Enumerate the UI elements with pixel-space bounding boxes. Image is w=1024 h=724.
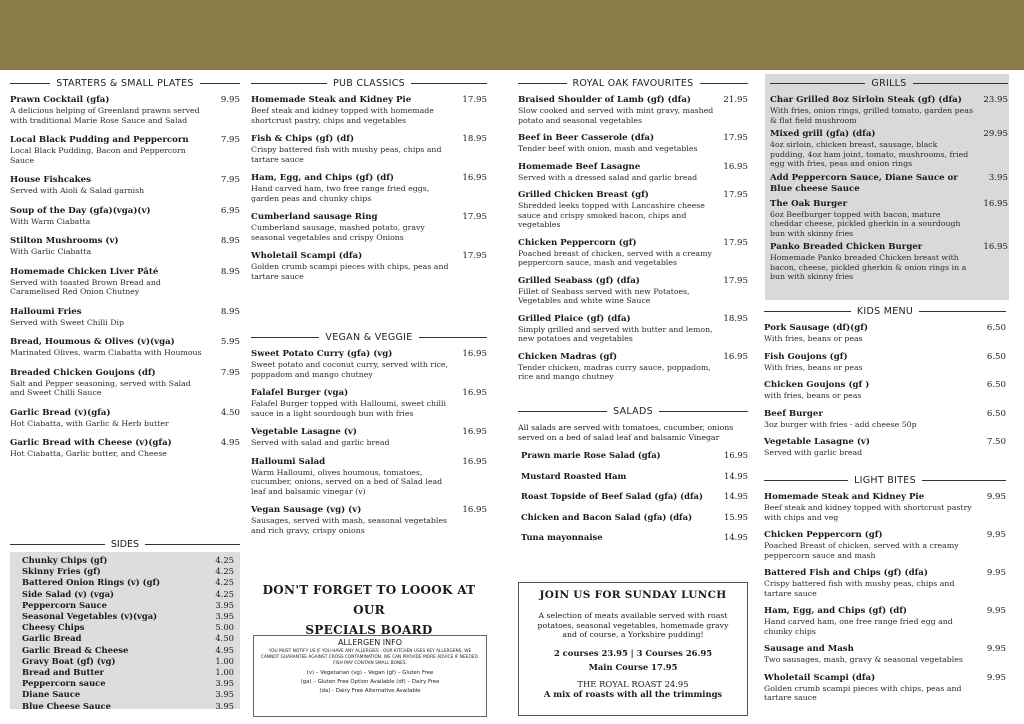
menu-item	[10, 368, 240, 398]
side-price: 4.25	[215, 588, 234, 599]
side-price: 5.00	[215, 622, 234, 633]
item-price: 9.95	[986, 568, 1006, 578]
item-description: With fries, beans or peas	[764, 334, 863, 343]
item-name: Battered Fish and Chips (gf) (dfa)	[764, 568, 928, 578]
menu-item	[764, 530, 1006, 560]
menu-item	[764, 606, 1006, 636]
item-description: With Warm Ciabatta	[10, 216, 91, 226]
item-description: 4oz sirloin, chicken breast, sausage, black pudding, 4oz ham joint, tomato, mushrooms, fried egg with fries, peas and onion rings	[770, 140, 969, 168]
menu-item	[10, 438, 240, 459]
item-description: Cumberland sausage, mashed potato, gravy seasonal vegetables and crispy Onions	[251, 223, 425, 242]
menu-item	[770, 199, 1008, 239]
item-price: 16.95	[983, 198, 1008, 209]
sides-list	[10, 552, 240, 712]
salad-price: 14.95	[724, 532, 748, 542]
grills-column	[770, 78, 1008, 286]
item-description: With fries, beans or peas	[764, 362, 863, 372]
item-price: 16.95	[462, 456, 487, 467]
item-name: Breaded Chicken Goujons (df)	[10, 367, 156, 378]
item-name: Vegetable Lasagne (v)	[251, 427, 357, 437]
item-description: Two sausages, mash, gravy & seasonal vegetables	[764, 655, 963, 664]
item-price: 16.95	[462, 505, 487, 515]
salad-name: Roast Topside of Beef Salad (gfa) (dfa)	[521, 491, 703, 501]
side-item	[10, 611, 240, 622]
item-price: 4.95	[220, 438, 240, 448]
item-name: Grilled Seabass (gf) (dfa)	[518, 275, 640, 286]
item-name: Bread, Houmous & Olives (v)(vga)	[10, 337, 175, 347]
item-description: Beef steak and kidney topped with homemade shortcrust pastry, chips and vegetables	[251, 106, 434, 125]
side-price: 4.95	[215, 644, 234, 655]
item-name: The Oak Burger	[770, 198, 848, 209]
specials-promo	[251, 580, 487, 640]
item-name: Soup of the Day (gfa)(vga)(v)	[10, 205, 151, 216]
menu-item	[251, 134, 487, 164]
section-title: SALADS	[518, 406, 748, 417]
item-price: 16.95	[983, 242, 1008, 252]
side-item	[10, 656, 240, 667]
item-name: Panko Breaded Chicken Burger	[770, 242, 923, 252]
sides-box	[10, 537, 240, 709]
side-item	[10, 701, 240, 712]
royal-oak-column	[518, 78, 748, 390]
side-price: 3.95	[215, 700, 234, 711]
menu-item	[770, 173, 1008, 195]
menu-item	[764, 437, 1006, 458]
grills-list	[770, 95, 1008, 282]
item-description: Hand carved ham, one free range fried egg and chunky chips	[764, 617, 953, 636]
item-price: 6.50	[986, 380, 1006, 390]
item-name: Chicken Goujons (gf )	[764, 380, 870, 390]
sunday-lunch-box	[518, 582, 748, 716]
item-name: Fish Goujons (gf)	[764, 351, 848, 362]
royal-oak-list	[518, 95, 748, 382]
item-name: Braised Shoulder of Lamb (gf) (dfa)	[518, 95, 691, 105]
menu-item	[251, 457, 487, 497]
item-name: Mixed grill (gfa) (dfa)	[770, 129, 876, 139]
item-description: With Garlic Ciabatta	[10, 247, 92, 256]
item-name: Sweet Potato Curry (gfa) (vg)	[251, 349, 393, 359]
item-description: Marinated Olives, warm Ciabatta with Houmous	[10, 348, 202, 357]
item-price: 6.50	[986, 408, 1006, 419]
item-price: 8.95	[220, 306, 240, 317]
menu-item	[251, 388, 487, 418]
item-price: 17.95	[462, 212, 487, 222]
item-price: 8.95	[220, 236, 240, 246]
item-name: Garlic Bread with Cheese (v)(gfa)	[10, 438, 172, 448]
item-description: Falafel Burger topped with Halloumi, sweet chilli sauce in a light sourdough bun with fries	[251, 399, 446, 418]
item-price: 6.50	[986, 351, 1006, 362]
menu-item	[518, 238, 748, 268]
item-description: With fries, onion rings, grilled tomato, garden peas & flat field mushroom	[770, 106, 973, 125]
menu-item	[251, 349, 487, 379]
item-name: Falafel Burger (vga)	[251, 388, 349, 398]
allergen-key-3: (da) - Dairy Free Alternative Available	[319, 688, 421, 694]
side-item	[10, 622, 240, 633]
item-description: Simply grilled and served with butter and lemon, new potatoes and vegetables	[518, 324, 713, 343]
menu-item	[764, 568, 1006, 598]
item-name: Homemade Beef Lasagne	[518, 161, 641, 172]
menu-item	[764, 352, 1006, 373]
item-name: Sausage and Mash	[764, 644, 854, 654]
menu-item	[10, 175, 240, 196]
item-name: Wholetail Scampi (dfa)	[764, 672, 876, 683]
menu-item	[10, 206, 240, 227]
menu-item	[764, 492, 1006, 522]
salad-price: 16.95	[724, 450, 748, 460]
item-description: Hot Ciabatta, with Garlic & Herb butter	[10, 418, 169, 428]
menu-item	[770, 95, 1008, 125]
section-title: KIDS MENU	[764, 306, 1006, 317]
item-name: Local Black Pudding and Peppercorn	[10, 135, 189, 145]
item-name: Garlic Bread (v)(gfa)	[10, 407, 111, 418]
item-price: 16.95	[723, 351, 748, 362]
item-price: 16.95	[723, 161, 748, 172]
item-name: Grilled Plaice (gf) (dfa)	[518, 313, 631, 324]
item-name: Chicken Peppercorn (gf)	[518, 237, 637, 248]
menu-item	[764, 409, 1006, 430]
item-name: Chicken Peppercorn (gf)	[764, 530, 883, 540]
item-description: 6oz Beefburger topped with bacon, mature cheddar cheese, pickled gherkin in a sourdough bun with skinny fries	[770, 209, 961, 238]
side-item	[10, 645, 240, 656]
side-price: 1.00	[215, 655, 234, 666]
specials-line-2: SPECIALS BOARD	[305, 623, 433, 637]
item-description: Tender chicken, madras curry sauce, poppadom, rice and mango chutney	[518, 362, 711, 381]
item-price: 9.95	[986, 492, 1006, 502]
menu-item	[251, 173, 487, 203]
side-price: 4.25	[215, 555, 234, 565]
item-name: Ham, Egg, and Chips (gf) (df)	[764, 606, 907, 616]
item-price: 7.95	[220, 367, 240, 378]
side-item	[10, 600, 240, 611]
item-description: Golden crumb scampi pieces with chips, peas and tartare sauce	[764, 683, 962, 702]
item-description: Warm Halloumi, olives houmous, tomatoes, cucumber, onions, served on a bed of Salad lead leaf and balsamic vinegar (v)	[251, 467, 443, 496]
section-title: SIDES	[10, 537, 240, 552]
salad-name: Mustard Roasted Ham	[521, 470, 627, 481]
item-name: Vegetable Lasagne (v)	[764, 437, 870, 447]
allergen-key-2: (ga) – Gluten Free Option Available (df) – Dairy Free	[300, 679, 440, 685]
light-bites-list	[764, 492, 1006, 703]
item-name: Cumberland sausage Ring	[251, 212, 378, 222]
side-name: Blue Cheese Sauce	[22, 700, 111, 711]
menu-item	[764, 380, 1006, 401]
section-title: ROYAL OAK FAVOURITES	[518, 78, 748, 89]
sunday-desc: A selection of meats available served with roast potatoes, seasonal vegetables, homemade gravy and of course, a Yorkshire pudding!	[537, 611, 729, 639]
salad-name: Prawn marie Rose Salad (gfa)	[521, 450, 661, 460]
item-price: 16.95	[462, 349, 487, 359]
item-name: Add Peppercorn Sauce, Diane Sauce or Blue cheese Sauce	[770, 172, 958, 194]
section-title: GRILLS	[770, 78, 1008, 89]
menu-item	[518, 352, 748, 382]
salad-price: 15.95	[724, 511, 748, 522]
item-name: Prawn Cocktail (gfa)	[10, 95, 110, 105]
item-price: 17.95	[723, 275, 748, 286]
item-description: Sausages, served with mash, seasonal vegetables and rich gravy, crispy onions	[251, 516, 447, 535]
side-item	[10, 589, 240, 600]
salad-item	[521, 471, 748, 482]
item-name: Stilton Mushrooms (v)	[10, 236, 119, 246]
item-name: Vegan Sausage (vg) (v)	[251, 505, 362, 515]
salad-name: Chicken and Bacon Salad (gfa) (dfa)	[521, 511, 693, 522]
side-name: Bread and Butter	[22, 667, 104, 678]
side-item	[10, 577, 240, 588]
item-price: 17.95	[723, 133, 748, 143]
allergen-body: YOU MUST NOTIFY US IF YOU HAVE ANY ALLERGIES - OUR KITCHEN USES KEY ALLERGENS, WE CANNOT GUARANTEE AGAINST CROSS CONTAMINATION. WE CAN PROVIDE MORE ADVICE IF NEEDED. FISH MAY CONTAIN SMALL BONES.	[260, 649, 480, 666]
side-name: Skinny Fries (gf)	[22, 566, 101, 577]
menu-item	[764, 323, 1006, 344]
item-description: Served with toasted Brown Bread and Caramelised Red Onion Chutney	[10, 277, 161, 296]
starters-list	[10, 95, 240, 459]
side-price: 3.95	[215, 611, 234, 622]
item-name: Homemade Steak and Kidney Pie	[764, 492, 925, 502]
item-price: 7.50	[986, 437, 1006, 447]
menu-item	[518, 276, 748, 306]
salad-price: 14.95	[724, 470, 748, 481]
salads-list	[518, 450, 748, 543]
item-description: Served with salad and garlic bread	[251, 438, 390, 447]
pub-classics-column	[251, 78, 487, 290]
menu-item	[518, 190, 748, 230]
side-name: Side Salad (v) (vga)	[22, 588, 114, 599]
item-price: 29.95	[983, 129, 1008, 139]
royal-roast-desc: A mix of roasts with all the trimmings	[543, 689, 723, 699]
salads-intro: All salads are served with tomatoes, cucumber, onions served on a bed of salad leaf and balsamic Vinegar	[518, 423, 734, 442]
menu-item	[10, 337, 240, 358]
section-title: LIGHT BITES	[764, 475, 1006, 486]
side-name: Cheesy Chips	[22, 622, 85, 633]
item-price: 5.95	[220, 337, 240, 347]
sunday-price-main: Main Course 17.95	[588, 662, 678, 672]
item-price: 23.95	[983, 95, 1008, 105]
item-name: Homemade Chicken Liver Pâté	[10, 266, 159, 277]
salad-item	[521, 491, 748, 502]
item-description: Golden crumb scampi pieces with chips, peas and tartare sauce	[251, 262, 449, 281]
item-price: 8.95	[220, 266, 240, 277]
item-price: 9.95	[220, 95, 240, 105]
item-name: Char Grilled 8oz Sirloin Steak (gf) (dfa)	[770, 95, 962, 105]
section-title: STARTERS & SMALL PLATES	[10, 78, 240, 89]
item-price: 7.95	[220, 135, 240, 145]
item-description: Slow cooked and served with mint gravy, mashed potato and seasonal vegetables	[518, 106, 714, 125]
sunday-title: JOIN US FOR SUNDAY LUNCH	[539, 589, 727, 601]
menu-item	[251, 212, 487, 242]
menu-item	[518, 162, 748, 183]
side-price: 4.25	[215, 577, 234, 588]
menu-item	[764, 644, 1006, 665]
menu-item	[10, 95, 240, 125]
item-price: 6.50	[986, 323, 1006, 333]
menu-item	[10, 408, 240, 429]
side-name: Garlic Bread & Cheese	[22, 644, 129, 655]
side-price: 3.95	[215, 689, 234, 700]
side-item	[10, 667, 240, 678]
menu-item	[10, 135, 240, 165]
item-price: 21.95	[723, 95, 748, 105]
item-description: Beef steak and kidney topped with shortcrust pastry with chips and veg	[764, 503, 972, 522]
item-description: with fries, beans or peas	[764, 391, 862, 400]
menu-item	[251, 251, 487, 281]
side-name: Garlic Bread	[22, 633, 82, 644]
vegan-column	[251, 332, 487, 544]
item-price: 3.95	[988, 172, 1008, 183]
item-price: 9.95	[986, 606, 1006, 616]
item-description: Hot Ciabatta, Garlic butter, and Cheese	[10, 449, 167, 458]
side-name: Seasonal Vegetables (v)(vga)	[22, 611, 158, 622]
item-description: 3oz burger with fries - add cheese 50p	[764, 419, 917, 429]
item-price: 16.95	[462, 427, 487, 437]
item-price: 9.95	[986, 644, 1006, 654]
kids-column	[764, 306, 1006, 466]
menu-item	[251, 427, 487, 448]
menu-item	[251, 95, 487, 125]
sunday-price-courses: 2 courses 23.95 | 3 Courses 26.95	[553, 647, 713, 658]
menu-item	[10, 267, 240, 297]
item-description: Served with Sweet Chilli Dip	[10, 317, 125, 327]
section-title: PUB CLASSICS	[251, 78, 487, 89]
salad-item	[521, 532, 748, 543]
item-name: Ham, Egg, and Chips (gf) (df)	[251, 173, 394, 183]
item-description: Poached breast of chicken, served with a creamy peppercorn sauce, mash and vegetables	[518, 248, 712, 267]
menu-item	[10, 307, 240, 328]
item-name: Fish & Chips (gf) (df)	[251, 134, 355, 144]
starters-column	[10, 78, 240, 469]
item-description: Served with garlic bread	[764, 448, 863, 457]
pub-classics-list	[251, 95, 487, 281]
side-price: 4.50	[215, 633, 234, 644]
item-price: 17.95	[462, 251, 487, 261]
item-description: Hand carved ham, two free range fried eggs, garden peas and chunky chips	[251, 184, 430, 203]
item-description: Crispy battered fish with mushy peas, chips and tartare sauce	[251, 145, 442, 164]
section-title: VEGAN & VEGGIE	[251, 332, 487, 343]
item-price: 18.95	[723, 313, 748, 324]
allergen-title: ALLERGEN INFO	[337, 638, 403, 647]
item-name: Halloumi Fries	[10, 306, 82, 317]
menu-item	[764, 673, 1006, 703]
item-name: Halloumi Salad	[251, 456, 326, 467]
salad-item	[521, 450, 748, 461]
side-price: 4.25	[215, 566, 234, 577]
item-price: 4.50	[220, 407, 240, 418]
kids-list	[764, 323, 1006, 458]
item-description: Served with a dressed salad and garlic bread	[518, 172, 698, 182]
item-price: 18.95	[462, 134, 487, 144]
side-item	[10, 678, 240, 689]
item-price: 17.95	[462, 95, 487, 105]
item-price: 16.95	[462, 388, 487, 398]
item-price: 16.95	[462, 173, 487, 183]
item-description: Poached Breast of chicken, served with a creamy peppercorn sauce and mash	[764, 541, 959, 560]
item-description: Homemade Panko breaded Chicken breast with bacon, cheese, pickled gherkin & onion rings in a bun with skinny fries	[770, 253, 967, 281]
salad-name: Tuna mayonnaise	[521, 532, 603, 542]
menu-item	[518, 95, 748, 125]
item-price: 7.95	[220, 175, 240, 185]
item-price: 17.95	[723, 237, 748, 248]
allergen-box	[253, 635, 487, 717]
menu-item	[518, 133, 748, 154]
menu-page	[0, 70, 1024, 724]
item-description: Shredded leeks topped with Lancashire cheese sauce and crispy smoked bacon, chips and vegetables	[518, 201, 705, 229]
menu-item	[10, 236, 240, 257]
item-name: Pork Sausage (df)(gf)	[764, 323, 869, 333]
side-name: Chunky Chips (gf)	[22, 555, 108, 565]
item-description: Fillet of Seabass served with new Potatoes, Vegetables and white wine Sauce	[518, 286, 690, 305]
light-bites-column	[764, 475, 1006, 711]
side-item	[10, 555, 240, 566]
item-name: Wholetail Scampi (dfa)	[251, 251, 363, 261]
side-price: 3.95	[215, 599, 234, 610]
item-price: 17.95	[723, 190, 748, 200]
side-name: Peppercorn Sauce	[22, 599, 107, 610]
item-description: Local Black Pudding, Bacon and Peppercorn Sauce	[10, 146, 186, 165]
side-name: Diane Sauce	[22, 689, 81, 700]
item-price: 9.95	[986, 672, 1006, 683]
salad-price: 14.95	[724, 491, 748, 501]
item-description: A delicious helping of Greenland prawns served with traditional Marie Rose Sauce and Salad	[10, 106, 200, 125]
side-name: Peppercorn sauce	[22, 678, 106, 689]
menu-item	[770, 129, 1008, 169]
allergen-key-1: (v) – Vegetarian (vg) – Vegan (gf) – Gluten Free	[306, 670, 434, 676]
item-name: Grilled Chicken Breast (gf)	[518, 190, 649, 200]
item-description: Crispy battered fish with mushy peas, chips and tartare sauce	[764, 579, 955, 598]
menu-item	[518, 314, 748, 344]
side-item	[10, 566, 240, 577]
item-description: Salt and Pepper seasoning, served with Salad and Sweet Chilli Sauce	[10, 378, 191, 397]
specials-line-1: DON'T FORGET TO LOOOK AT OUR	[262, 583, 476, 617]
side-item	[10, 633, 240, 644]
royal-roast-title: THE ROYAL ROAST 24.95	[577, 678, 689, 689]
vegan-list	[251, 349, 487, 535]
item-name: Homemade Steak and Kidney Pie	[251, 95, 412, 105]
item-name: Beef Burger	[764, 408, 823, 419]
item-name: Chicken Madras (gf)	[518, 351, 618, 362]
item-name: Beef in Beer Casserole (dfa)	[518, 133, 655, 143]
menu-item	[770, 242, 1008, 282]
side-item	[10, 689, 240, 700]
header-band	[0, 0, 1024, 70]
item-price: 9.95	[986, 530, 1006, 540]
menu-item	[251, 505, 487, 535]
salad-item	[521, 512, 748, 523]
item-price: 6.95	[220, 205, 240, 216]
side-price: 1.00	[215, 667, 234, 678]
side-name: Gravy Boat (gf) (vg)	[22, 655, 116, 666]
item-description: Tender beef with onion, mash and vegetables	[518, 144, 698, 153]
item-description: Sweet potato and coconut curry, served with rice, poppadom and mango chutney	[251, 360, 449, 379]
item-description: Served with Aioli & Salad garnish	[10, 186, 145, 195]
side-name: Battered Onion Rings (v) (gf)	[22, 577, 161, 588]
item-name: House Fishcakes	[10, 175, 91, 185]
salads-column	[518, 406, 748, 553]
side-price: 3.95	[215, 678, 234, 689]
